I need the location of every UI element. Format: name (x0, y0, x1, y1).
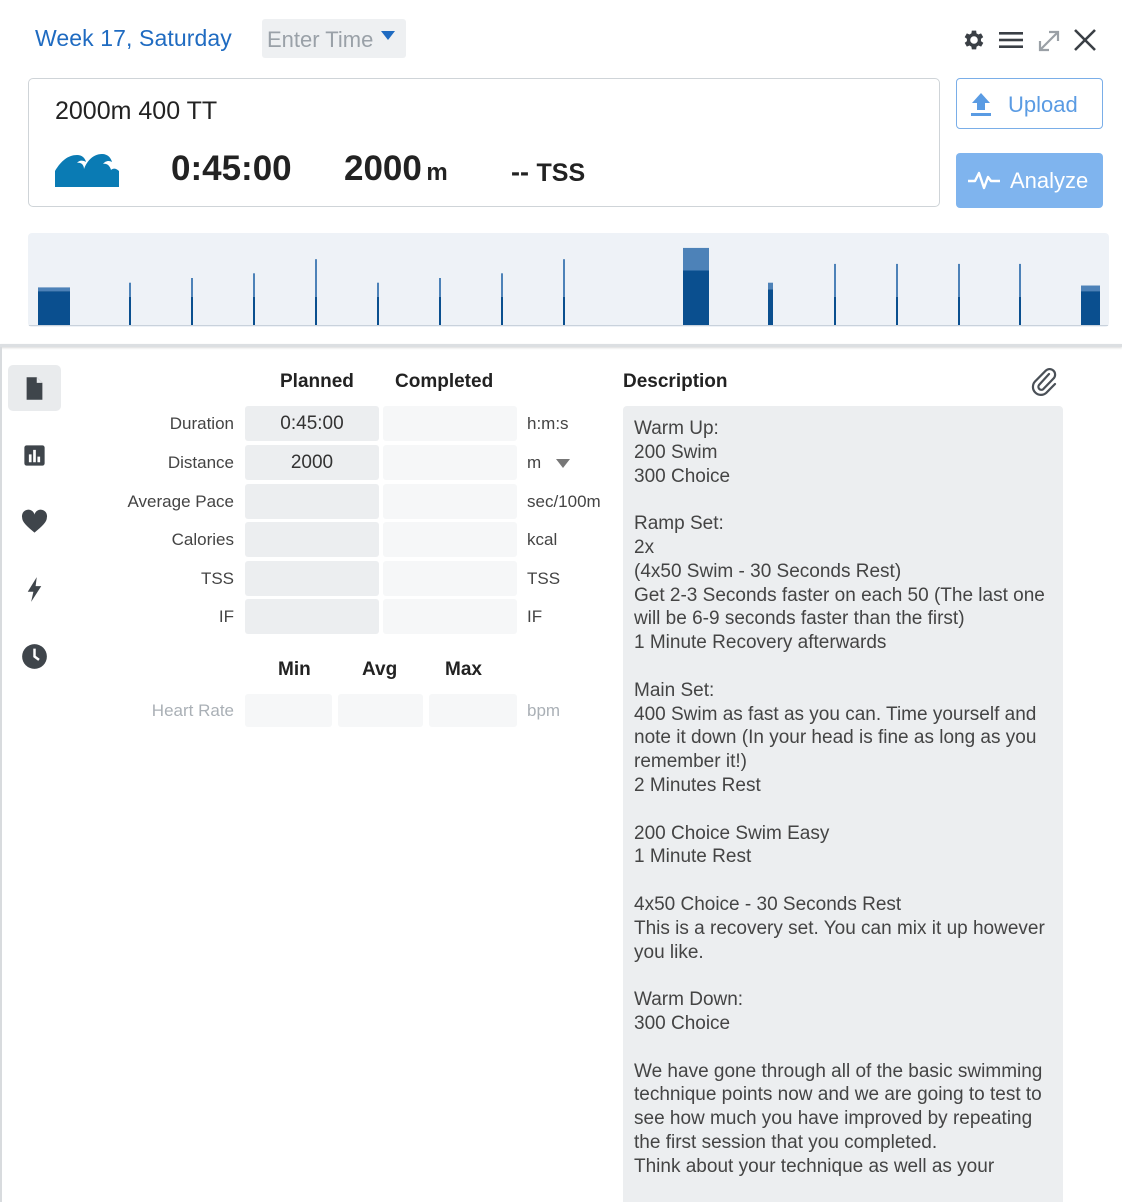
structure-step-upper (683, 248, 709, 271)
structure-step-upper (958, 264, 960, 297)
structure-step-lower (315, 297, 317, 325)
planned-input[interactable] (245, 522, 379, 557)
structure-step-upper (501, 273, 503, 297)
hr-min-input[interactable] (245, 694, 332, 727)
paperclip-icon[interactable] (1030, 366, 1058, 396)
structure-step-3[interactable] (191, 278, 193, 325)
completed-input[interactable] (383, 522, 517, 557)
structure-step-upper (896, 264, 898, 297)
heart-rate-label: Heart Rate (151, 701, 234, 720)
hr-unit: bpm (527, 701, 561, 720)
description-header: Description (623, 371, 728, 392)
hr-min-header: Min (278, 659, 311, 680)
structure-step-1[interactable] (38, 287, 70, 325)
hr-avg-input[interactable] (338, 694, 423, 727)
upload-button[interactable] (956, 78, 1103, 129)
analyze-button-label: Analyze (1010, 168, 1089, 193)
structure-step-upper (834, 264, 836, 297)
structure-step-upper (1081, 286, 1100, 292)
planned-input[interactable]: 0:45:00 (245, 406, 379, 441)
structure-step-lower (768, 289, 773, 325)
swim-icon (55, 149, 119, 187)
nav-summary-tab[interactable] (8, 365, 61, 411)
row-unit: h:m:s (527, 414, 569, 433)
description-text: Warm Up: 200 Swim 300 Choice Ramp Set: 2x (4x50 Swim - 30 Seconds Rest) Get 2-3 Seconds faster on each 50 (The last one will be 6-9 seconds faster than the first) 1 Minute Recovery afterwards Main Set: 400 Swim as fast as you can. Time yourself and note it down (In your head is fine as long as you remember it!) 2 Minutes Rest 200 Choice Swim Easy 1 Minute Rest 4x50 Choice - 30 Seconds Rest This is a recovery set. You can mix it up however you like. Warm Down: 300 Choice We have gone through all of the basic swimming technique points now and we are going to test to see how much you have improved by repeating the first session that you completed. Think about your technique as well as your (634, 418, 1045, 1177)
structure-step-lower (1081, 291, 1100, 325)
structure-step-lower (683, 270, 709, 325)
time-select[interactable] (262, 19, 406, 58)
completed-input[interactable] (383, 445, 517, 480)
close-icon[interactable] (1073, 28, 1097, 52)
structure-step-8[interactable] (501, 273, 503, 325)
gear-icon[interactable] (961, 27, 987, 53)
structure-step-2[interactable] (129, 283, 131, 325)
row-label: Duration (169, 414, 234, 433)
planned-duration (171, 149, 292, 189)
structure-step-10[interactable] (683, 248, 709, 325)
lightning-icon (21, 576, 48, 603)
nav-history-tab[interactable] (8, 633, 61, 679)
row-label: Distance (167, 453, 234, 472)
structure-step-lower (896, 297, 898, 325)
hr-max-input[interactable] (429, 694, 517, 727)
structure-step-upper (768, 283, 773, 290)
structure-step-lower (563, 297, 565, 325)
pulse-icon (967, 169, 1001, 191)
planned-tss (511, 157, 585, 188)
bar-chart-icon (21, 442, 48, 469)
file-icon (21, 375, 48, 402)
nav-health-tab[interactable] (8, 499, 61, 545)
completed-input[interactable] (383, 599, 517, 634)
structure-step-lower (191, 297, 193, 325)
structure-step-lower (834, 297, 836, 325)
duration-value: 0:45:00 (171, 149, 292, 188)
structure-step-lower (439, 297, 441, 325)
heart-icon (21, 509, 48, 536)
workout-title[interactable]: 2000m 400 TT (55, 97, 218, 125)
distance-value: 2000 (344, 149, 422, 188)
row-label: Average Pace (127, 492, 234, 511)
structure-step-lower (38, 291, 70, 325)
panel-divider (0, 344, 1122, 347)
structure-step-11[interactable] (768, 283, 773, 325)
upload-icon (970, 91, 992, 117)
structure-step-lower (253, 297, 255, 325)
structure-step-16[interactable] (1081, 286, 1100, 325)
structure-step-upper (38, 287, 70, 291)
row-unit: TSS (527, 569, 561, 588)
structure-step-12[interactable] (834, 264, 836, 325)
structure-step-15[interactable] (1019, 264, 1021, 325)
completed-input[interactable] (383, 561, 517, 596)
structure-step-7[interactable] (439, 278, 441, 325)
workout-summary-card (28, 78, 940, 207)
tss-unit: TSS (536, 159, 586, 187)
structure-step-14[interactable] (958, 264, 960, 325)
row-unit: sec/100m (527, 492, 601, 511)
structure-step-lower (129, 297, 131, 325)
menu-icon[interactable] (998, 28, 1024, 52)
row-label: TSS (200, 569, 234, 588)
structure-step-lower (1019, 297, 1021, 325)
structure-step-upper (1019, 264, 1021, 297)
time-select-placeholder: Enter Time (267, 27, 374, 52)
row-unit[interactable]: m (527, 453, 542, 472)
analyze-button[interactable] (956, 153, 1103, 208)
structure-step-lower (501, 297, 503, 325)
structure-step-upper (563, 259, 565, 297)
left-rule (0, 347, 2, 1202)
clock-icon (21, 643, 48, 670)
description-textarea[interactable] (623, 406, 1063, 1202)
structure-step-9[interactable] (563, 259, 565, 325)
structure-step-6[interactable] (377, 283, 379, 325)
upload-button-label: Upload (1008, 92, 1078, 117)
row-label: IF (218, 607, 234, 626)
completed-column-header: Completed (395, 371, 494, 392)
completed-input[interactable] (383, 484, 517, 519)
caret-down-icon (381, 31, 395, 40)
structure-step-lower (958, 297, 960, 325)
planned-input[interactable] (245, 599, 379, 634)
workout-structure-chart[interactable] (28, 233, 1109, 327)
planned-input[interactable] (245, 561, 379, 596)
structure-step-upper (315, 259, 317, 297)
structure-step-upper (191, 278, 193, 297)
row-label: Calories (171, 530, 234, 549)
unit-dropdown-caret-icon[interactable] (556, 459, 570, 468)
planned-column-header: Planned (280, 371, 354, 392)
structure-step-upper (253, 273, 255, 297)
structure-step-upper (129, 283, 131, 297)
hr-avg-header: Avg (362, 659, 398, 680)
structure-step-upper (377, 283, 379, 297)
completed-input[interactable] (383, 406, 517, 441)
date-title[interactable]: Week 17, Saturday (35, 25, 232, 51)
nav-power-tab[interactable] (8, 566, 61, 612)
structure-step-lower (377, 297, 379, 325)
expand-icon[interactable] (1036, 28, 1062, 54)
structure-step-5[interactable] (315, 259, 317, 325)
structure-step-upper (439, 278, 441, 297)
planned-input[interactable] (245, 484, 379, 519)
nav-charts-tab[interactable] (8, 432, 61, 478)
structure-step-13[interactable] (896, 264, 898, 325)
row-unit: IF (527, 607, 543, 626)
hr-max-header: Max (445, 659, 482, 680)
tss-value: -- (511, 157, 529, 187)
distance-unit: m (426, 159, 448, 186)
planned-distance (344, 149, 448, 189)
structure-step-4[interactable] (253, 273, 255, 325)
row-unit: kcal (527, 530, 558, 549)
planned-input[interactable]: 2000 (245, 445, 379, 480)
